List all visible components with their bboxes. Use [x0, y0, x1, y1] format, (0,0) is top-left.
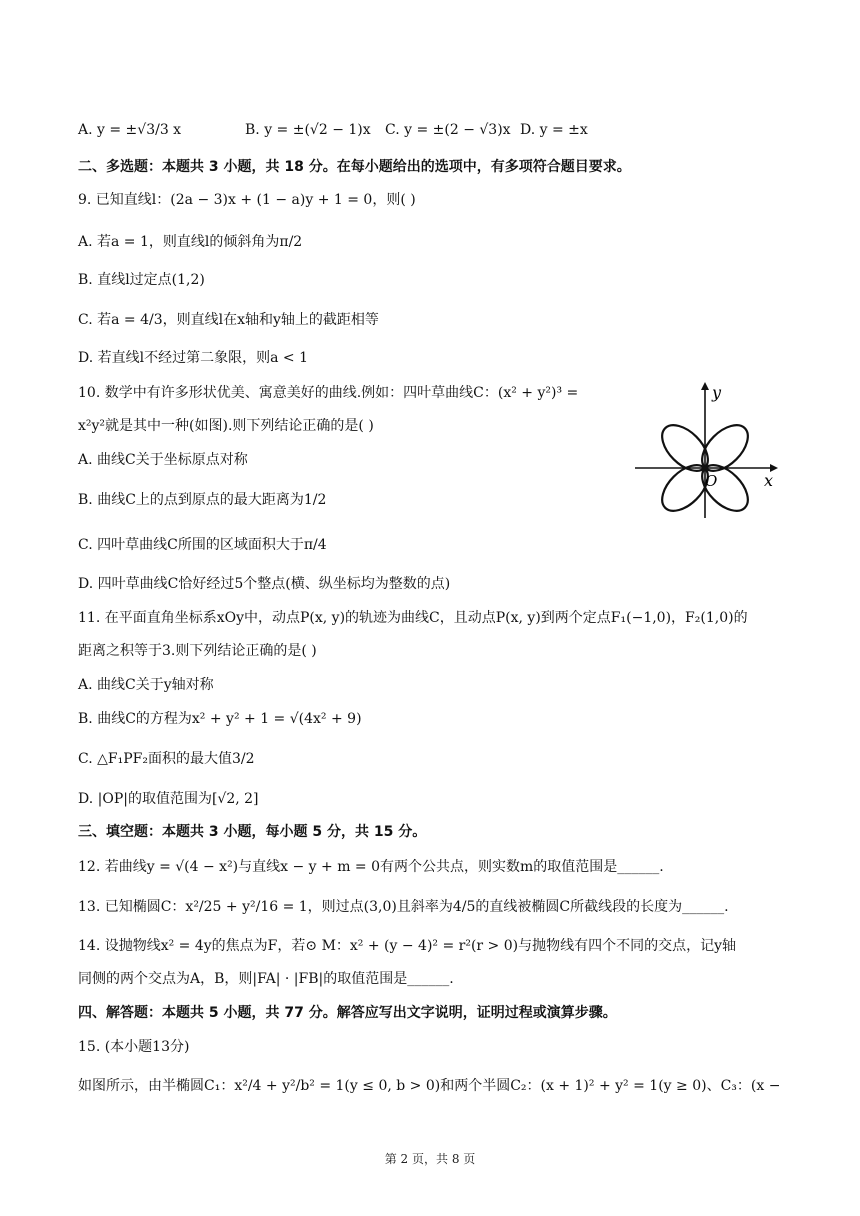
q11-stem-line2: 距离之积等于3.则下列结论正确的是( ) [78, 643, 317, 659]
section2-heading: 二、多选题：本题共 3 小题，共 18 分。在每小题给出的选项中，有多项符合题目要求。 [78, 159, 631, 175]
q11-option-c: C. △F₁PF₂面积的最大值3/2 [78, 751, 255, 767]
q8-option-b: B. y = ±(√2 − 1)x [245, 122, 371, 138]
section4-heading: 四、解答题：本题共 5 小题，共 77 分。解答应写出文字说明，证明过程或演算步骤。 [78, 1005, 617, 1021]
origin-dot [703, 466, 707, 470]
y-axis-arrow [701, 382, 709, 390]
q15-title: 15. (本小题13分) [78, 1039, 190, 1055]
q11-stem-line1: 11. 在平面直角坐标系xOy中，动点P(x, y)的轨迹为曲线C，且动点P(x, y)到两个定点F₁(−1,0)，F₂(1,0)的 [78, 610, 748, 626]
q12-text: 12. 若曲线y = √(4 − x²)与直线x − y + m = 0有两个公共点，则实数m的取值范围是______. [78, 859, 664, 875]
y-axis-label: y [712, 383, 722, 402]
x-axis-label: x [764, 471, 774, 490]
q10-option-d: D. 四叶草曲线C恰好经过5个整点(横、纵坐标均为整数的点) [78, 576, 451, 592]
q11-option-d: D. |OP|的取值范围为[√2, 2] [78, 791, 259, 807]
q11-option-a: A. 曲线C关于y轴对称 [78, 677, 214, 693]
q10-option-c: C. 四叶草曲线C所围的区域面积大于π/4 [78, 537, 327, 553]
q9-option-b: B. 直线l过定点(1,2) [78, 272, 205, 288]
clover-figure [630, 378, 780, 528]
q9-stem: 9. 已知直线l：(2a − 3)x + (1 − a)y + 1 = 0，则( ) [78, 192, 416, 208]
q13-text: 13. 已知椭圆C：x²/25 + y²/16 = 1，则过点(3,0)且斜率为4/5的直线被椭圆C所截线段的长度为______. [78, 899, 729, 915]
section3-heading: 三、填空题：本题共 3 小题，每小题 5 分，共 15 分。 [78, 824, 427, 840]
page-footer: 第 2 页，共 8 页 [384, 1152, 476, 1166]
q10-option-a: A. 曲线C关于坐标原点对称 [78, 452, 248, 468]
origin-label: O [705, 472, 718, 490]
q14-line2: 同侧的两个交点为A，B，则|FA| · |FB|的取值范围是______. [78, 971, 454, 987]
q8-option-a: A. y = ±√3/3 x [78, 122, 182, 138]
q9-option-c: C. 若a = 4/3，则直线l在x轴和y轴上的截距相等 [78, 312, 379, 328]
q15-line1: 如图所示，由半椭圆C₁：x²/4 + y²/b² = 1(y ≤ 0, b > 0)和两个半圆C₂：(x + 1)² + y² = 1(y ≥ 0)、C₃：(x − [78, 1078, 781, 1094]
q11-option-b: B. 曲线C的方程为x² + y² + 1 = √(4x² + 9) [78, 711, 362, 727]
q8-option-d: D. y = ±x [520, 122, 588, 138]
q10-stem-line1: 10. 数学中有许多形状优美、寓意美好的曲线.例如：四叶草曲线C：(x² + y²)³ = [78, 385, 579, 401]
q10-stem-line2: x²y²就是其中一种(如图).则下列结论正确的是( ) [78, 418, 374, 434]
q9-option-a: A. 若a = 1，则直线l的倾斜角为π/2 [78, 234, 303, 250]
q14-line1: 14. 设抛物线x² = 4y的焦点为F，若⊙ M：x² + (y − 4)² = r²(r > 0)与抛物线有四个不同的交点，记y轴 [78, 938, 737, 954]
q8-option-c: C. y = ±(2 − √3)x [385, 122, 511, 138]
q10-option-b: B. 曲线C上的点到原点的最大距离为1/2 [78, 492, 327, 508]
q9-option-d: D. 若直线l不经过第二象限，则a < 1 [78, 350, 308, 366]
